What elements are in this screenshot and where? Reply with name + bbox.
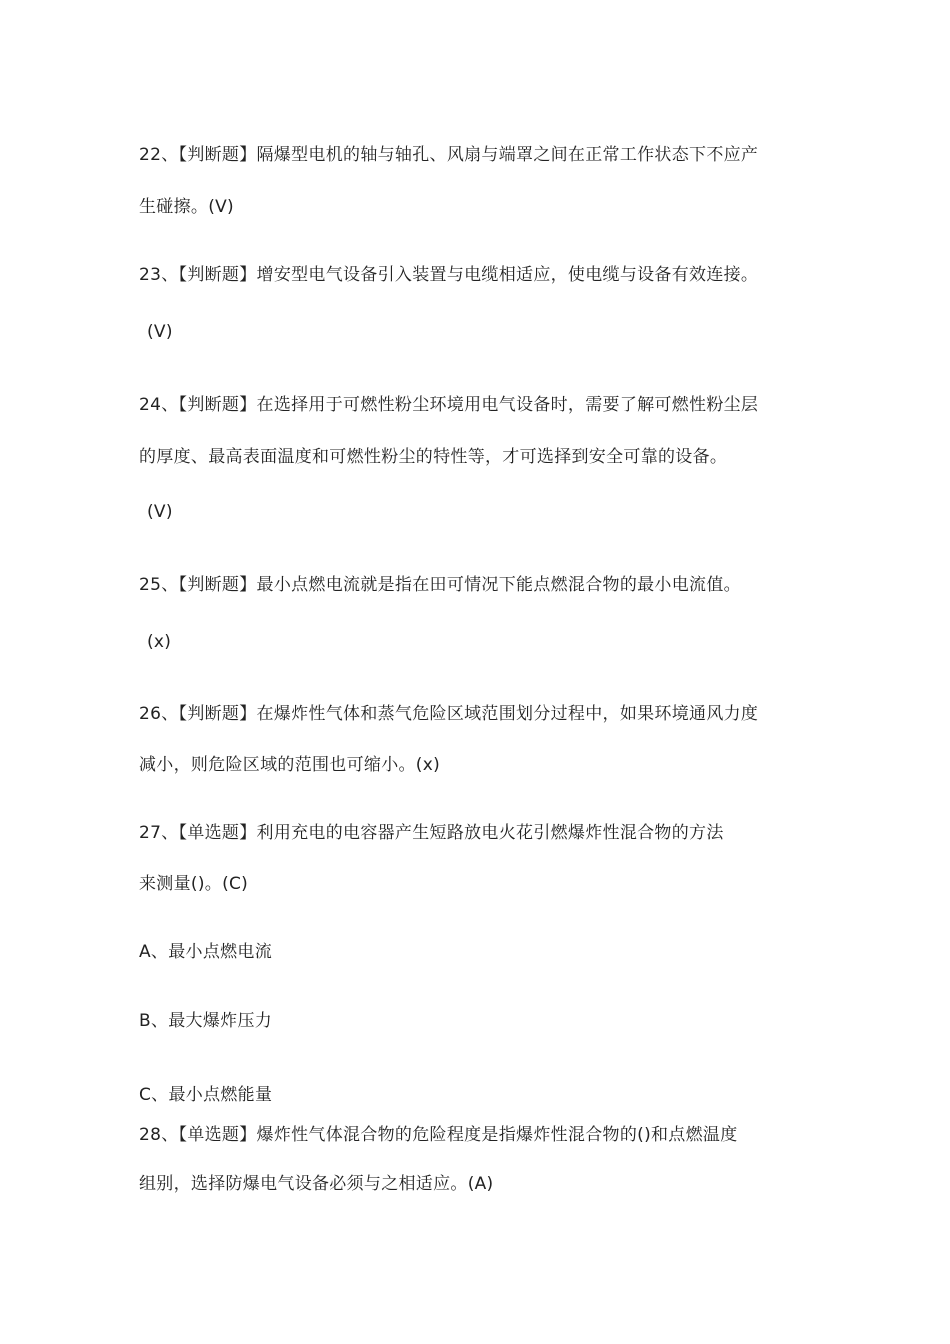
q23-text-line-1: 23、【判断题】增安型电气设备引入装置与电缆相适应，使电缆与设备有效连接。 (139, 265, 759, 285)
q24-text-line-1: 24、【判断题】在选择用于可燃性粉尘环境用电气设备时，需要了解可燃性粉尘层 (139, 395, 759, 415)
q25-text-line-1: 25、【判断题】最小点燃电流就是指在田可情况下能点燃混合物的最小电流值。 (139, 575, 741, 595)
q24-answer: (V) (147, 502, 173, 522)
q27-text-line-2: 来测量()。(C) (139, 874, 249, 894)
q22-text-line-2: 生碰擦。(V) (139, 197, 234, 217)
q25-answer: (x) (147, 632, 172, 652)
q27-option-c: C、最小点燃能量 (139, 1085, 273, 1105)
q24-text-line-2: 的厚度、最高表面温度和可燃性粉尘的特性等，才可选择到安全可靠的设备。 (139, 447, 728, 467)
q27-option-a: A、最小点燃电流 (139, 942, 273, 962)
q27-option-b: B、最大爆炸压力 (139, 1011, 273, 1031)
q22-text-line-1: 22、【判断题】隔爆型电机的轴与轴孔、风扇与端罩之间在正常工作状态下不应产 (139, 145, 759, 165)
q26-text-line-2: 减小，则危险区域的范围也可缩小。(x) (139, 755, 441, 775)
q28-text-line-2: 组别，选择防爆电气设备必须与之相适应。(A) (139, 1174, 494, 1194)
q23-answer: (V) (147, 322, 173, 342)
q27-text-line-1: 27、【单选题】利用充电的电容器产生短路放电火花引燃爆炸性混合物的方法 (139, 823, 724, 843)
q28-text-line-1: 28、【单选题】爆炸性气体混合物的危险程度是指爆炸性混合物的()和点燃温度 (139, 1125, 738, 1145)
q26-text-line-1: 26、【判断题】在爆炸性气体和蒸气危险区域范围划分过程中，如果环境通风力度 (139, 704, 759, 724)
